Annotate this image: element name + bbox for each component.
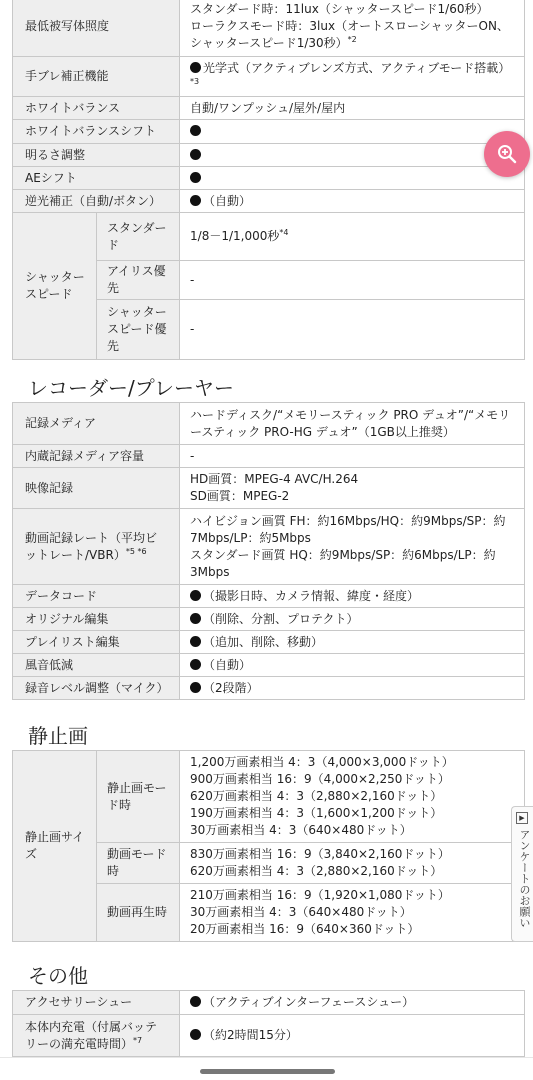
sub-label: 動画モード 時 — [97, 843, 180, 884]
table-row — [13, 445, 525, 468]
row-label: シャッター スピード — [13, 213, 97, 360]
footnote-ref[interactable]: *5 *6 — [125, 546, 147, 556]
table-row — [13, 190, 525, 213]
row-value — [180, 120, 525, 144]
row-value: ハイビジョン画質 FH：約16Mbps/HQ：約9Mbps/SP：約 7Mbps/LP：約5Mbps スタンダード画質 HQ：約9Mbps/SP：約6Mbps/LP：約 3Mbps — [180, 509, 525, 585]
row-value: （削除、分割、プロテクト） — [180, 608, 525, 631]
survey-tab[interactable] — [511, 806, 533, 942]
row-label: 明るさ調整 — [13, 144, 180, 167]
supported-dot-icon — [190, 62, 201, 73]
sub-label: 動画再生時 — [97, 884, 180, 942]
row-label: 風音低減 — [13, 654, 180, 677]
supported-dot-icon — [190, 1029, 201, 1040]
row-value: （アクティブインターフェースシュー） — [180, 991, 525, 1015]
table-row — [13, 631, 525, 654]
home-indicator[interactable] — [200, 1069, 335, 1074]
table-row — [13, 144, 525, 167]
sub-label: スタンダー ド — [97, 213, 180, 261]
zoom-in-button[interactable] — [484, 131, 530, 177]
row-value: 光学式（アクティブレンズ方式、アクティブモード搭載） $^{*3}$ — [180, 57, 525, 97]
sub-label: シャッター スピード優 先 — [97, 300, 180, 360]
survey-label: アンケートのお願い — [518, 829, 531, 928]
supported-dot-icon — [190, 590, 201, 601]
row-label: アクセサリーシュー — [13, 991, 180, 1015]
row-label: ホワイトバランス — [13, 97, 180, 120]
row-label: 手ブレ補正機能 — [13, 57, 180, 97]
table-row — [13, 991, 525, 1015]
row-value — [180, 167, 525, 190]
row-value: - — [180, 300, 525, 360]
table-row — [13, 213, 525, 261]
other-spec-table — [12, 990, 525, 1057]
supported-dot-icon — [190, 195, 201, 206]
supported-dot-icon — [190, 682, 201, 693]
row-value: - — [180, 445, 525, 468]
row-value: （約2時間15分） — [180, 1015, 525, 1057]
row-label: 映像記録 — [13, 468, 180, 509]
row-label: 本体内充電（付属バッテ リーの満充電時間）$^{*7}$ — [13, 1015, 180, 1057]
row-label: プレイリスト編集 — [13, 631, 180, 654]
section-title-other: その他 — [28, 964, 88, 988]
table-row — [13, 403, 525, 445]
footnote-ref[interactable]: *3 — [190, 76, 200, 86]
row-value: （自動） — [180, 654, 525, 677]
supported-dot-icon — [190, 149, 201, 160]
zoom-in-icon — [496, 143, 518, 165]
row-value: 1,200万画素相当 4：3（4,000×3,000ドット） 900万画素相当 16：9（4,000×2,250ドット） 620万画素相当 4：3（2,880×2,160ドット） 190万画素相当 4：3（1,600×1,200ドット） 30万画素相当 4：3（640×480ドット） — [180, 751, 525, 843]
section-title-recorder: レコーダー/プレーヤー — [28, 376, 234, 400]
footnote-ref[interactable]: *2 — [347, 35, 357, 44]
row-label: 内蔵記録メディア容量 — [13, 445, 180, 468]
row-value: 自動/ワンプッシュ/屋外/屋内 — [180, 97, 525, 120]
recorder-spec-table — [12, 402, 525, 700]
table-row — [13, 167, 525, 190]
play-arrow-icon: ▶ — [516, 812, 528, 824]
supported-dot-icon — [190, 659, 201, 670]
table-row — [13, 509, 525, 585]
table-row — [13, 57, 525, 97]
table-row — [13, 751, 525, 843]
supported-dot-icon — [190, 996, 201, 1007]
table-row — [13, 468, 525, 509]
row-label: 逆光補正（自動/ボタン） — [13, 190, 180, 213]
row-label: AEシフト — [13, 167, 180, 190]
row-value: （追加、削除、移動） — [180, 631, 525, 654]
table-row — [13, 677, 525, 700]
camera-spec-table — [12, 0, 525, 360]
row-label: データコード — [13, 585, 180, 608]
row-label: オリジナル編集 — [13, 608, 180, 631]
supported-dot-icon — [190, 172, 201, 183]
supported-dot-icon — [190, 125, 201, 136]
table-row — [13, 97, 525, 120]
table-row — [13, 0, 525, 57]
footnote-ref[interactable]: *4 — [279, 228, 289, 237]
still-spec-table — [12, 750, 525, 942]
section-title-still: 静止画 — [28, 724, 88, 748]
row-label: 最低被写体照度 — [13, 0, 180, 57]
row-value: 210万画素相当 16：9（1,920×1,080ドット） 30万画素相当 4：3（640×480ドット） 20万画素相当 16：9（640×360ドット） — [180, 884, 525, 942]
row-value: （撮影日時、カメラ情報、緯度・経度） — [180, 585, 525, 608]
row-value: スタンダード時：11lux（シャッタースピード1/60秒） ローラクスモード時：3lux（オートスローシャッターON、 シャッタースピード1/30秒）$^{*2}$ — [180, 0, 525, 57]
row-value: 830万画素相当 16：9（3,840×2,160ドット） 620万画素相当 4：3（2,880×2,160ドット） — [180, 843, 525, 884]
sub-label: 静止画モー ド時 — [97, 751, 180, 843]
row-label: ホワイトバランスシフト — [13, 120, 180, 144]
table-row — [13, 1015, 525, 1057]
row-label: 動画記録レート（平均ビ ットレート/VBR）$^{*5 *6}$ — [13, 509, 180, 585]
table-row — [13, 585, 525, 608]
supported-dot-icon — [190, 613, 201, 624]
row-value: - — [180, 261, 525, 300]
row-label: 記録メディア — [13, 403, 180, 445]
table-row — [13, 608, 525, 631]
footnote-ref[interactable]: *7 — [133, 1035, 143, 1045]
row-value: （自動） — [180, 190, 525, 213]
row-value: （2段階） — [180, 677, 525, 700]
row-value — [180, 144, 525, 167]
table-row — [13, 120, 525, 144]
supported-dot-icon — [190, 636, 201, 647]
row-value: HD画質：MPEG-4 AVC/H.264 SD画質：MPEG-2 — [180, 468, 525, 509]
sub-label: アイリス優 先 — [97, 261, 180, 300]
row-label: 静止画サイ ズ — [13, 751, 97, 942]
row-label: 録音レベル調整（マイク） — [13, 677, 180, 700]
table-row — [13, 654, 525, 677]
row-value: 1/8－1/1,000秒$^{*4}$ — [180, 213, 525, 261]
row-value: ハードディスク/“メモリースティック PRO デュオ”/“メモリ ースティック PRO-HG デュオ”（1GB以上推奨） — [180, 403, 525, 445]
